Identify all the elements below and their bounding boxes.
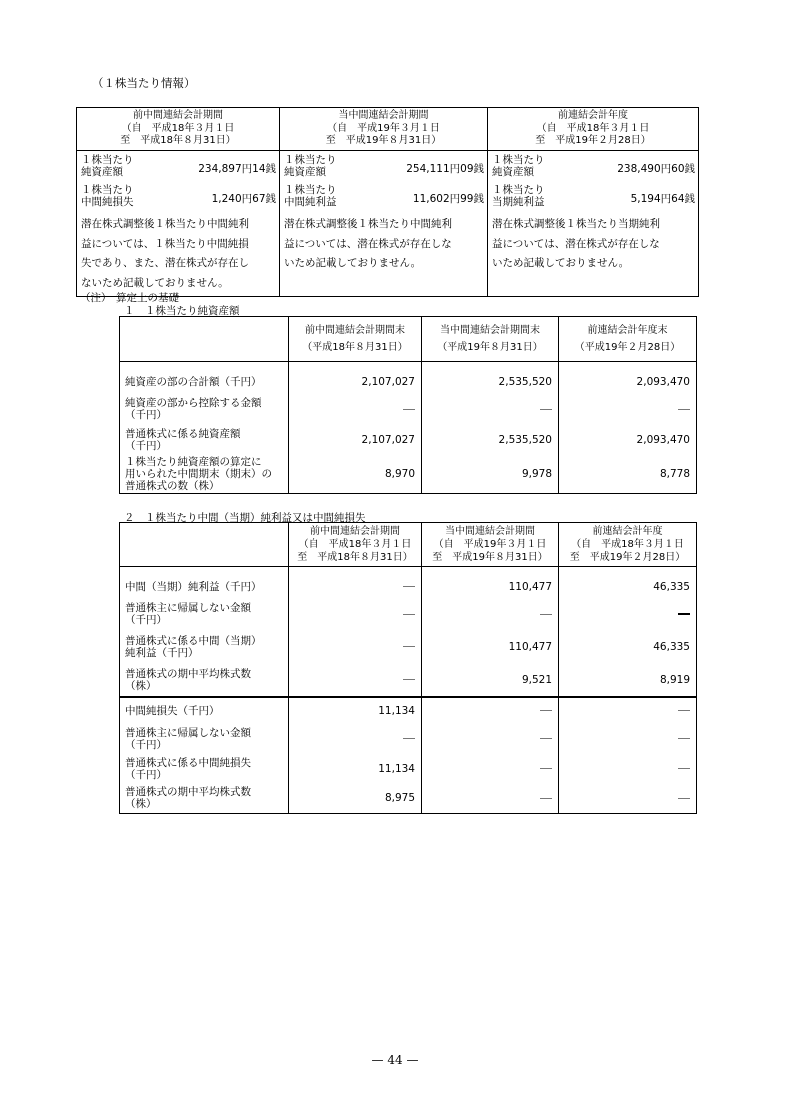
table-row: 純資産の部から控除する金額 （千円） bbox=[120, 394, 697, 425]
header-blank bbox=[120, 523, 289, 567]
dash-mark bbox=[540, 738, 552, 739]
dash-mark bbox=[540, 710, 552, 711]
dash-mark bbox=[540, 798, 552, 799]
dash-mark bbox=[540, 409, 552, 410]
subsection-title-net-income: ２ １株当たり中間（当期）純利益又は中間純損失 bbox=[124, 512, 366, 524]
table-row: 普通株式に係る中間純損失 （千円） 11,134 bbox=[120, 754, 697, 784]
subsection-title-net-assets: １ １株当たり純資産額 bbox=[124, 305, 240, 317]
summary-cell-current-interim bbox=[280, 151, 488, 297]
header-prev-interim: 前中間連結会計期間 （自 平成18年３月１日 至 平成18年８月31日） bbox=[289, 523, 422, 567]
table-row: 普通株式の期中平均株式数 （株） 9,521 8,919 bbox=[120, 664, 697, 697]
header-prev-year: 前連結会計年度 （自 平成18年３月１日 至 平成19年２月28日） bbox=[559, 523, 697, 567]
loss-per-share: １株当たり 中間純損失 1,240円67銭 bbox=[81, 184, 276, 208]
table-row: 普通株主に帰属しない金額 （千円） bbox=[120, 724, 697, 754]
section-title: （１株当たり情報） bbox=[92, 76, 196, 90]
header-blank bbox=[120, 317, 289, 362]
net-assets-per-share: １株当たり 純資産額 254,111円09銭 bbox=[284, 154, 484, 178]
header-current-interim-end: 当中間連結会計期間末 （平成19年８月31日） bbox=[422, 317, 559, 362]
dash-mark bbox=[678, 738, 690, 739]
dash-mark bbox=[540, 768, 552, 769]
dash-mark bbox=[540, 614, 552, 615]
net-assets-per-share: １株当たり 純資産額 238,490円60銭 bbox=[492, 154, 695, 178]
page-number: — 44 — bbox=[371, 1053, 419, 1067]
net-income-per-share: １株当たり 当期純利益 5,194円64銭 bbox=[492, 184, 695, 208]
dash-mark bbox=[678, 613, 690, 615]
table-row: 普通株式に係る純資産額 （千円） 2,107,027 2,535,520 2,093,470 bbox=[120, 425, 697, 455]
summary-header-current-interim: 当中間連結会計期間 （自 平成19年３月１日 至 平成19年８月31日） bbox=[280, 108, 488, 151]
dash-mark bbox=[678, 798, 690, 799]
net-income-basis-table bbox=[119, 522, 697, 814]
net-assets-basis-table bbox=[119, 316, 697, 494]
table-row: 純資産の部の合計額（千円） 2,107,027 2,535,520 2,093,470 bbox=[120, 370, 697, 394]
summary-note: 潜在株式調整後１株当たり中間純利 益については、潜在株式が存在しな いため記載しておりません。 bbox=[284, 218, 452, 269]
dash-mark bbox=[403, 409, 415, 410]
header-prev-year-end: 前連結会計年度末 （平成19年２月28日） bbox=[559, 317, 697, 362]
summary-header-prev-interim: 前中間連結会計期間 （自 平成18年３月１日 至 平成18年８月31日） bbox=[77, 108, 280, 151]
summary-header-prev-year: 前連結会計年度 （自 平成18年３月１日 至 平成19年２月28日） bbox=[488, 108, 699, 151]
note-mark: （注） bbox=[80, 292, 112, 304]
table-row: １株当たり純資産額の算定に 用いられた中間期末（期末）の 普通株式の数（株） 8,970 9,978 8,778 bbox=[120, 455, 697, 494]
dash-mark bbox=[678, 409, 690, 410]
header-prev-interim-end: 前中間連結会計期間末 （平成18年８月31日） bbox=[289, 317, 422, 362]
table-row: 普通株式に係る中間（当期） 純利益（千円） 110,477 46,335 bbox=[120, 630, 697, 664]
dash-mark bbox=[403, 646, 415, 647]
dash-mark bbox=[403, 586, 415, 587]
net-income-per-share: １株当たり 中間純利益 11,602円99銭 bbox=[284, 184, 484, 208]
summary-note: 潜在株式調整後１株当たり中間純利 益については、１株当たり中間純損 失であり、また、潜在株式が存在し ないため記載しておりません。 bbox=[81, 218, 249, 289]
summary-note: 潜在株式調整後１株当たり当期純利 益については、潜在株式が存在しな いため記載しておりません。 bbox=[492, 218, 660, 269]
net-assets-per-share: １株当たり 純資産額 234,897円14銭 bbox=[81, 154, 276, 178]
table-row: 普通株主に帰属しない金額 （千円） bbox=[120, 599, 697, 630]
dash-mark bbox=[403, 679, 415, 680]
table-row: 普通株式の期中平均株式数 （株） 8,975 bbox=[120, 784, 697, 814]
table-row: 中間純損失（千円） 11,134 bbox=[120, 697, 697, 724]
dash-mark bbox=[678, 768, 690, 769]
summary-cell-prev-year bbox=[488, 151, 699, 297]
dash-mark bbox=[403, 738, 415, 739]
header-current-interim: 当中間連結会計期間 （自 平成19年３月１日 至 平成19年８月31日） bbox=[422, 523, 559, 567]
table-row: 中間（当期）純利益（千円） 110,477 46,335 bbox=[120, 575, 697, 599]
summary-cell-prev-interim bbox=[77, 151, 280, 297]
dash-mark bbox=[678, 710, 690, 711]
summary-table bbox=[76, 107, 699, 297]
dash-mark bbox=[403, 614, 415, 615]
note-title: 算定上の基礎 bbox=[116, 292, 179, 304]
